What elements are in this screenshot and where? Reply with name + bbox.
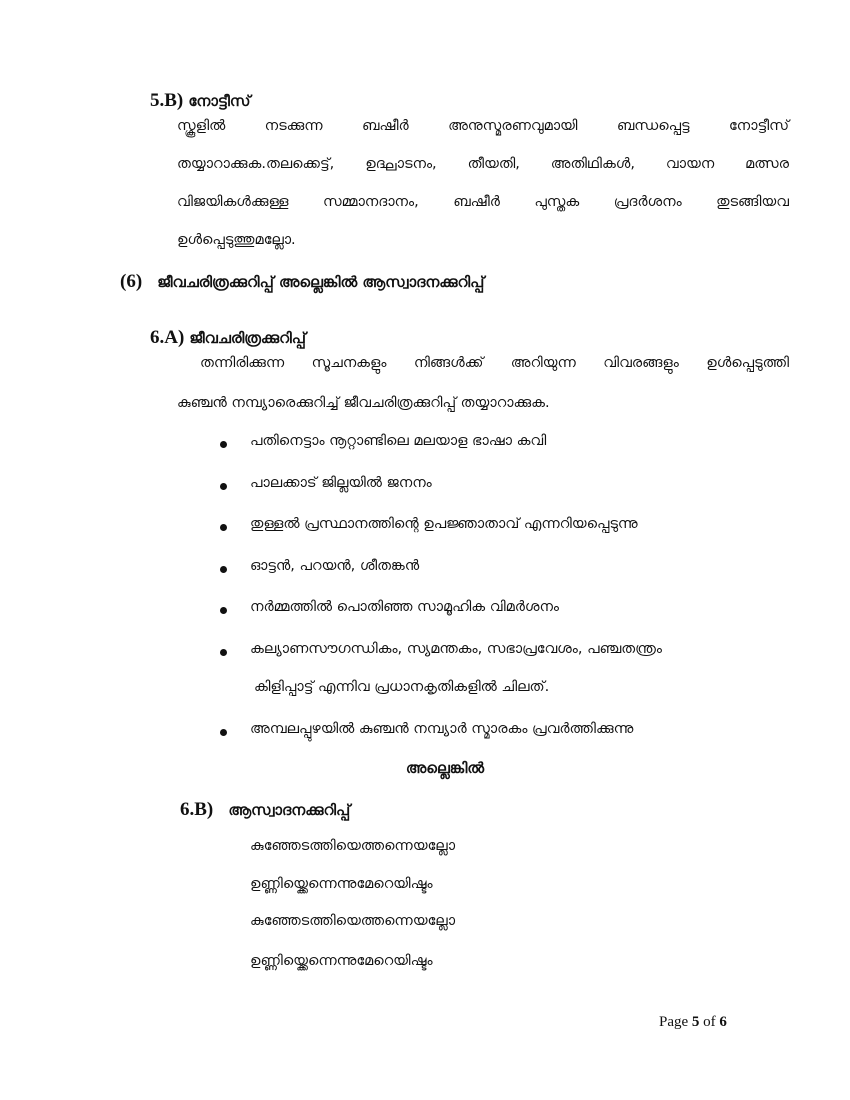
page-number [659,1014,727,1031]
list-item: പതിനെട്ടാം നൂറ്റാണ്ടിലെ മലയാള ഭാഷാ കവി [250,433,547,449]
notice-paragraph [177,116,789,268]
section-6a-heading [150,327,306,349]
section-6-heading [120,271,484,293]
section-title: നോട്ടീസ് [188,92,251,110]
list-item: കല്യാണസൗഗന്ധികം, സ്യമന്തകം, സഭാപ്രവേശം, പഞ്ചതന്ത്രം [250,641,662,657]
page-of: of [703,1014,716,1030]
bullet-icon [220,441,227,448]
list-item: തുള്ളൽ പ്രസ്ഥാനത്തിന്റെ ഉപജ്ഞാതാവ് എന്നറിയപ്പെടുന്നു [250,516,638,532]
bullet-icon [220,649,227,656]
paragraph-line: തയ്യാറാക്കുക.തലക്കെട്ട്, ഉദ്ഘാടനം, തീയതി, അതിഥികൾ, വായന മത്സര [177,156,789,172]
section-5b-heading [150,90,251,112]
poem-line: ഉണ്ണിയ്ക്കെന്നെന്നുമേറെയിഷ്ടം [250,953,433,969]
section-title: ജീവചരിത്രക്കുറിപ്പ് [189,329,306,347]
paragraph-line: ഉൾപ്പെടുത്തുമല്ലോ. [177,232,296,248]
section-number: 5.B) [150,90,184,111]
poem-line: കുഞ്ഞേടത്തിയെത്തന്നെയല്ലോ [250,838,456,854]
list-item: നർമ്മത്തിൽ പൊതിഞ്ഞ സാമൂഹിക വിമർശനം [250,599,560,615]
section-number: (6) [120,271,143,292]
paragraph-line: സ്കൂളിൽ നടക്കുന്ന ബഷീർ അനുസ്മരണവുമായി ബന്ധപ്പെട്ട നോട്ടീസ് [177,118,789,134]
or-separator: അല്ലെങ്കിൽ [405,759,485,777]
bullet-icon [220,483,227,490]
bullet-icon [220,729,227,736]
section-title: ആസ്വാദനക്കുറിപ്പ് [228,801,351,819]
bullet-icon [220,607,227,614]
poem-line: ഉണ്ണിയ്ക്കെന്നെന്നുമേറെയിഷ്ടം [250,876,433,892]
bullet-icon [220,524,227,531]
section-number: 6.B) [180,799,214,820]
page-label: Page [659,1014,689,1030]
intro-line: കുഞ്ചൻ നമ്പ്യാരെക്കുറിച്ച് ജീവചരിത്രക്കുറിപ്പ് തയ്യാറാക്കുക. [177,395,550,411]
list-item: പാലക്കാട് ജില്ലയിൽ ജനനം [250,475,432,491]
poem-line: കുഞ്ഞേടത്തിയെത്തന്നെയല്ലോ [250,913,456,929]
section-number: 6.A) [150,327,185,348]
list-item-continuation: കിളിപ്പാട്ട് എന്നിവ പ്രധാനകൃതികളിൽ ചിലത്. [254,679,550,695]
total-pages: 6 [719,1014,727,1030]
paragraph-line: വിജയികൾക്കുള്ള സമ്മാനദാനം, ബഷീർ പുസ്തക പ്രദർശനം തുടങ്ങിയവ [177,194,789,210]
intro-line: തന്നിരിക്കുന്ന സൂചനകളും നിങ്ങൾക്ക് അറിയുന്ന വിവരങ്ങളും ഉൾപ്പെടുത്തി [200,355,789,371]
list-item: അമ്പലപ്പുഴയിൽ കുഞ്ചൻ നമ്പ്യാർ സ്മാരകം പ്രവർത്തിക്കുന്നു [250,721,634,737]
section-title: ജീവചരിത്രക്കുറിപ്പ് അല്ലെങ്കിൽ ആസ്വാദനക്കുറിപ്പ് [157,273,485,291]
list-item: ഓട്ടൻ, പറയൻ, ശീതങ്കൻ [250,558,420,574]
current-page: 5 [691,1014,700,1030]
section-6b-heading [180,799,350,821]
bullet-icon [220,566,227,573]
